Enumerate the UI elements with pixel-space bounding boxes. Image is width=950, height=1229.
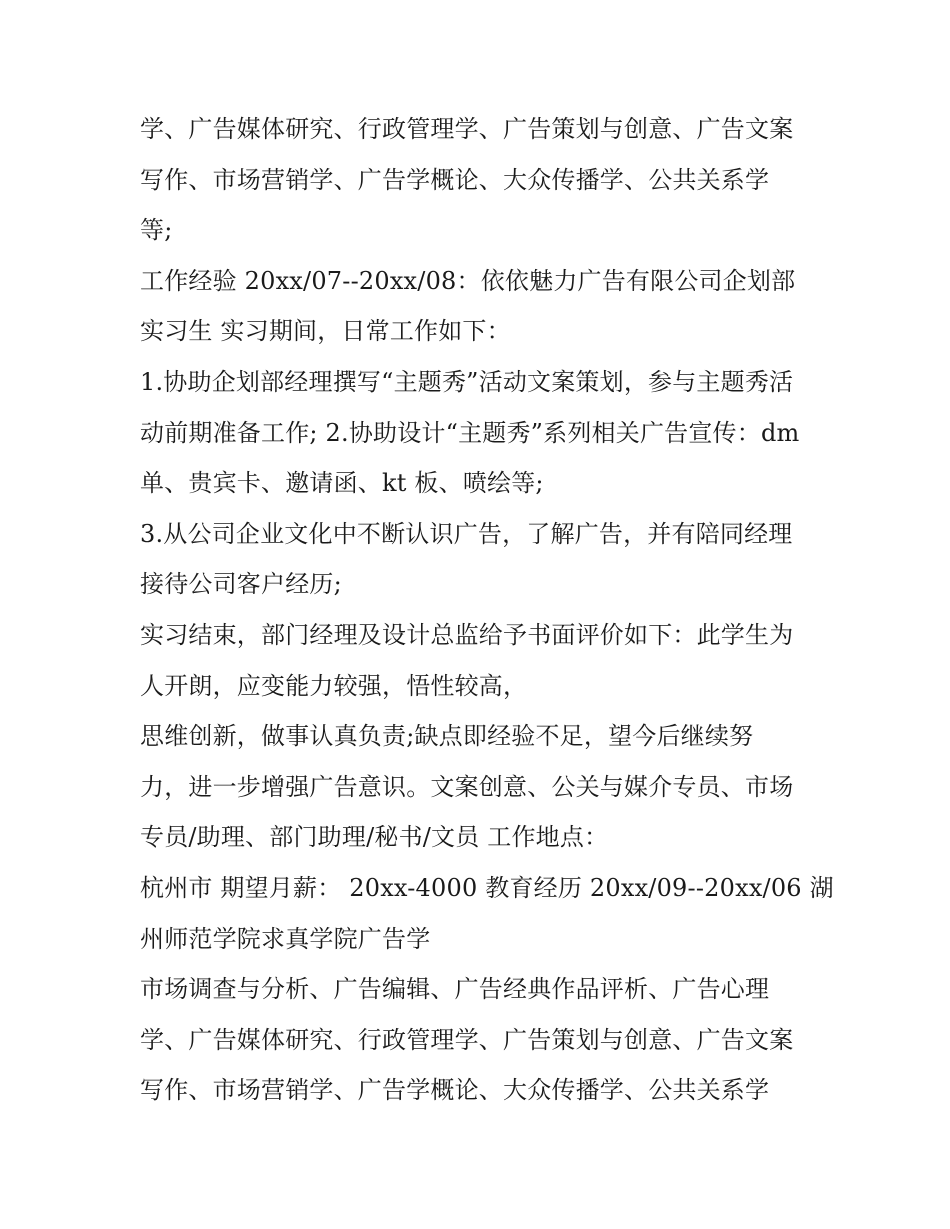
text-line: 专员/助理、部门助理/秘书/文员 工作地点： <box>140 823 609 852</box>
text-line: 州师范学院求真学院广告学 <box>140 924 431 953</box>
text-line: 杭州市 期望月薪： 20xx-4000 教育经历 20xx/09--20xx/06 湖 <box>140 873 834 902</box>
text-line: 写作、市场营销学、广告学概论、大众传播学、公共关系学 <box>140 1076 770 1105</box>
text-line: 写作、市场营销学、广告学概论、大众传播学、公共关系学 <box>140 165 770 194</box>
text-line: 市场调查与分析、广告编辑、广告经典作品评析、广告心理 <box>140 975 770 1004</box>
text-line: 实习结束，部门经理及设计总监给予书面评价如下：此学生为 <box>140 620 794 649</box>
text-line: 学、广告媒体研究、行政管理学、广告策划与创意、广告文案 <box>140 115 794 143</box>
text-line: 3.从公司企业文化中不断认识广告，了解广告，并有陪同经理 <box>140 519 793 548</box>
text-line: 人开朗，应变能力较强，悟性较高， <box>140 671 528 700</box>
text-line: 1.协助企划部经理撰写“主题秀”活动文案策划，参与主题秀活 <box>140 367 794 396</box>
text-line: 思维创新，做事认真负责;缺点即经验不足，望今后继续努 <box>140 722 754 751</box>
text-line: 工作经验 20xx/07--20xx/08：依依魅力广告有限公司企划部 <box>140 266 796 295</box>
document-body <box>140 104 840 1116</box>
text-line: 单、贵宾卡、邀请函、kt 板、喷绘等; <box>140 469 544 498</box>
text-line: 等; <box>140 216 173 245</box>
text-line: 学、广告媒体研究、行政管理学、广告策划与创意、广告文案 <box>140 1025 794 1054</box>
text-line: 动前期准备工作; 2.协助设计“主题秀”系列相关广告宣传：dm <box>140 418 800 447</box>
text-line: 接待公司客户经历; <box>140 570 342 599</box>
text-line: 力，进一步增强广告意识。文案创意、公关与媒介专员、市场 <box>140 772 794 801</box>
text-line: 实习生 实习期间，日常工作如下： <box>140 317 511 346</box>
